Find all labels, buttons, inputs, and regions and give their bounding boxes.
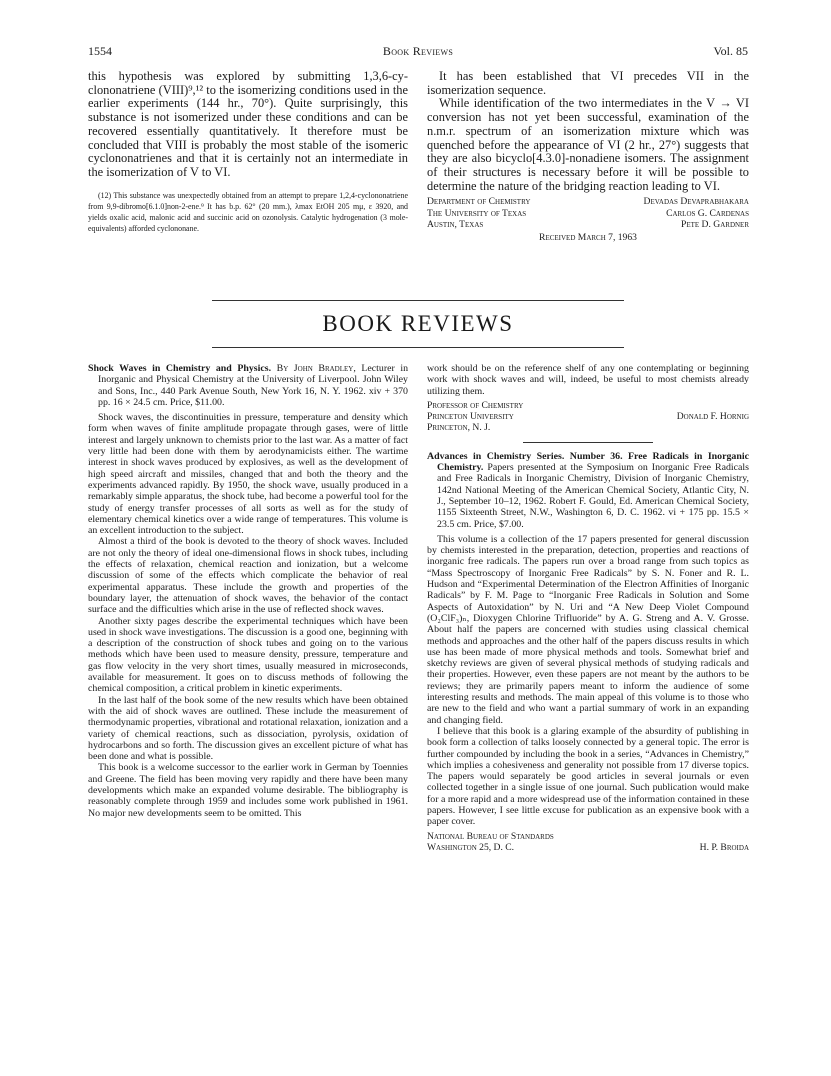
review-1-paragraph-2: Almost a third of the book is devoted to the theory of shock waves. Included are not only the theory of ideal one-dimensional flows in shock tubes, including the effects of relaxation, chemical reaction and ionization, but a welcome discussion of some of the effects which complicate the behavior of real experimental apparatus. These include the growth and properties of the boundary layer, the attenuation of shock waves, the behavior of the contact surface and the difficulties which arise in the use of reflected shock waves. — [88, 536, 408, 616]
review-2-paragraph-2: I believe that this book is a glaring example of the absurdity of publishing in book form a collection of talks loosely connected by a general topic. The error is further compounded by including the book in a series, “Advances in Chemistry,” which implies a cohesiveness and generality not possible from 17 diverse topics. The papers would separately be good articles in several journals or even collected together in a single issue of one journal. Such publication would make for a more rapid and a more widespread use of the information contained in these papers. However, I see little excuse for publication as an expensive book with a paper cover. — [427, 725, 749, 828]
review-2-signature — [427, 831, 749, 854]
page-number: 1554 — [88, 44, 112, 58]
lower-left-column — [88, 363, 408, 819]
review-1-heading — [88, 363, 408, 408]
review-2-details: Papers presented at the Symposium on Inorganic Free Radicals and Free Radicals in Inorganic Chemistry, Division of Inorganic Chemistry, 142nd National Meeting of the American Chemical Society, Atlantic City, N. J., September 10–12, 1962. Robert F. Gould, Ed. American Chemical Society, 1155 Sixteenth Street, N.W., Washington 6, D. C. 1962. vi + 175 pp. 15.5 × 23.5 cm. Price, $7.00. — [437, 462, 749, 530]
author-1: Devadas Devaprabhakara — [643, 196, 749, 208]
review-1-paragraph-4: In the last half of the book some of the new results which have been obtained with the aid of shock waves are outlined. These include the measurement of thermodynamic properties, vibrational and rotational relaxation, ionization and a variety of chemical reactions, such as dissociation, pyrolysis, oxidation of hydrocarbons and so forth. The discussion gives an excellent picture of what has been done and what is possible. — [88, 694, 408, 763]
author-3: Pete D. Gardner — [681, 218, 749, 230]
received-date: Received March 7, 1963 — [539, 232, 637, 244]
section-title: BOOK REVIEWS — [322, 311, 514, 336]
review-1-signature — [427, 400, 749, 434]
affiliation-line-1: Department of Chemistry — [427, 196, 531, 208]
upper-left-column — [88, 70, 408, 234]
review-2-heading — [427, 451, 749, 530]
running-title: Book Reviews — [382, 44, 454, 58]
running-head — [88, 44, 748, 60]
review-1-paragraph-5: This book is a welcome successor to the earlier work in German by Toennies and Greene. The field has been moving very rapidly and there have been many developments which make an expanded volume desirable. The bibliography is reasonably complete through 1959 and includes some work published in 1961. No major new developments seem to be omitted. This — [88, 762, 408, 819]
footnote-12: (12) This substance was unexpectedly obtained from an attempt to prepare 1,2,4-cyclononatriene from 9,9-dibromo[6.1.0]non-2-ene.⁹ It has b.p. 62° (20 mm.), λmax EtOH 205 mμ, ε 3920, and yields oxalic acid, malonic acid and succinic acid on ozonolysis. Catalytic hydrogenation (3 mole-equivalents) afforded cyclononane. — [88, 190, 408, 233]
paragraph-intermediates: While identification of the two intermediates in the V → VI conversion has not yet been successful, examination of the n.m.r. spectrum of an isomerization mixture which was quenched before the appearance of VI (2 hr., 27°) suggests that they are also bicyclo[4.3.0]-nonadiene isomers. The assignment of their structures is necessary before it will be possible to determine the nature of the bridging reaction leading to VI. — [427, 96, 749, 193]
upper-right-column — [427, 70, 749, 244]
author-2: Carlos G. Cardenas — [666, 207, 749, 219]
affiliation-line-2: The University of Texas — [427, 207, 527, 219]
review-2-sig-line-2: Washington 25, D. C. — [427, 841, 515, 853]
review-1-paragraph-1: Shock waves, the discontinuities in pressure, temperature and density which form when waves of finite amplitude propagate through gases, were of little interest and largely unknown to chemists prior to the last war. As a matter of fact very little had been done with them by aerodynamicists either. The wartime interest in shock waves produced by explosives, as well as the development of high speed aircraft and missiles, changed that and both the theory and the experiments advanced rapidly. By 1950, the shock wave, usually produced in a remarkably simple apparatus, the shock tube, had become a powerful tool for the study of energy transfer processes of all sorts as well as for the study of elementary chemical kinetics over a wide range of temperatures. This volume is an excellent introduction to the subject. — [88, 412, 408, 537]
author-signature — [427, 196, 749, 243]
review-1-byline: By John Bradley, — [276, 363, 356, 374]
review-1-details: Lecturer in Inorganic and Physical Chemistry at the University of Liverpool. John Wiley and Sons, Inc., 440 Park Avenue South, New York 16, N. Y. 1962. xiv + 370 pp. 16 × 24.5 cm. Price, $11.00. — [98, 363, 409, 408]
review-1-sig-line-2: Princeton University — [427, 411, 514, 423]
volume-number: Vol. 85 — [713, 44, 748, 58]
paragraph-cyclononatriene: this hypothesis was explored by submitting 1,3,6-cy-clononatriene (VIII)⁹,¹² to the isomerizing conditions used in the earlier experiments (144 hr., 70°). Quite surprisingly, this substance is not isomerized under these conditions and can be recovered essentially quantitatively. It therefore must be concluded that VIII is probably the most stable of the isomeric cyclononatrienes and that it is certainly not an intermediate in the isomerization of V to VI. — [88, 69, 408, 179]
review-2-sig-line-1: National Bureau of Standards — [427, 830, 554, 842]
review-1-paragraph-3: Another sixty pages describe the experimental techniques which have been used in shock wave investigations. The discussion is a good one, beginning with a description of the construction of shock tubes and going on to the various methods which have been used to measure density, pressure, temperature and gas flow velocity in the very short times, usually measured in microseconds, available for measurement. It goes on to discuss methods of following the chemical composition, a critical problem in kinetic experiments. — [88, 615, 408, 695]
review-1-reviewer: Donald F. Hornig — [676, 411, 749, 423]
review-1-title: Shock Waves in Chemistry and Physics. — [88, 363, 272, 374]
affiliation-line-3: Austin, Texas — [427, 218, 484, 230]
review-1-sig-line-3: Princeton, N. J. — [427, 422, 491, 434]
paragraph-sequence: It has been established that VI precedes VII in the isomerization sequence. — [427, 69, 749, 97]
review-2-reviewer: H. P. Broida — [699, 841, 749, 853]
lower-right-column — [427, 363, 749, 853]
review-1-sig-line-1: Professor of Chemistry — [427, 399, 524, 411]
review-2-paragraph-1: This volume is a collection of the 17 papers presented for general discussion by chemists interested in the preparation, detection, properties and reactions of inorganic free radicals. The papers run over a broad range from such topics as “Mass Spectroscopy of Inorganic Free Radicals” by S. N. Foner and R. L. Hudson and “Experimental Determination of the Electron Affinities of Inorganic Radicals” by F. M. Page to “Inorganic Free Radicals in Solution and Some Aspects of Autoxidation” by N. Uri and “A New Deep Violet Compound (O₂ClF₃)ₙ, Dioxygen Chlorine Trifluoride” by A. G. Streng and A. V. Grosse. About half the papers are concerned with studies using classical chemical methods and approaches and the other half of the papers discuss results in which use has been made of more physical methods and tools. Somewhat brief and sketchy reviews are given of several physical methods of studying radicals and their properties. However, even these papers are not meant by the authors to be reviews; they are primarily papers meant to inform the audience of some interesting results and methods. The main appeal of this volume is to those who are new to the field and who want a partial summary of work in an expanding and changing field. — [427, 533, 749, 726]
review-separator — [523, 442, 653, 443]
section-rule-bottom — [212, 347, 624, 348]
review-1-paragraph-6: work should be on the reference shelf of any one contemplating or beginning work with shock waves and will, indeed, be useful to most chemists already utilizing them. — [427, 363, 749, 397]
section-rule-top — [212, 300, 624, 301]
review-2-title: Advances in Chemistry Series. Number 36. Free Radicals in Inorganic Chemistry. — [427, 450, 749, 474]
